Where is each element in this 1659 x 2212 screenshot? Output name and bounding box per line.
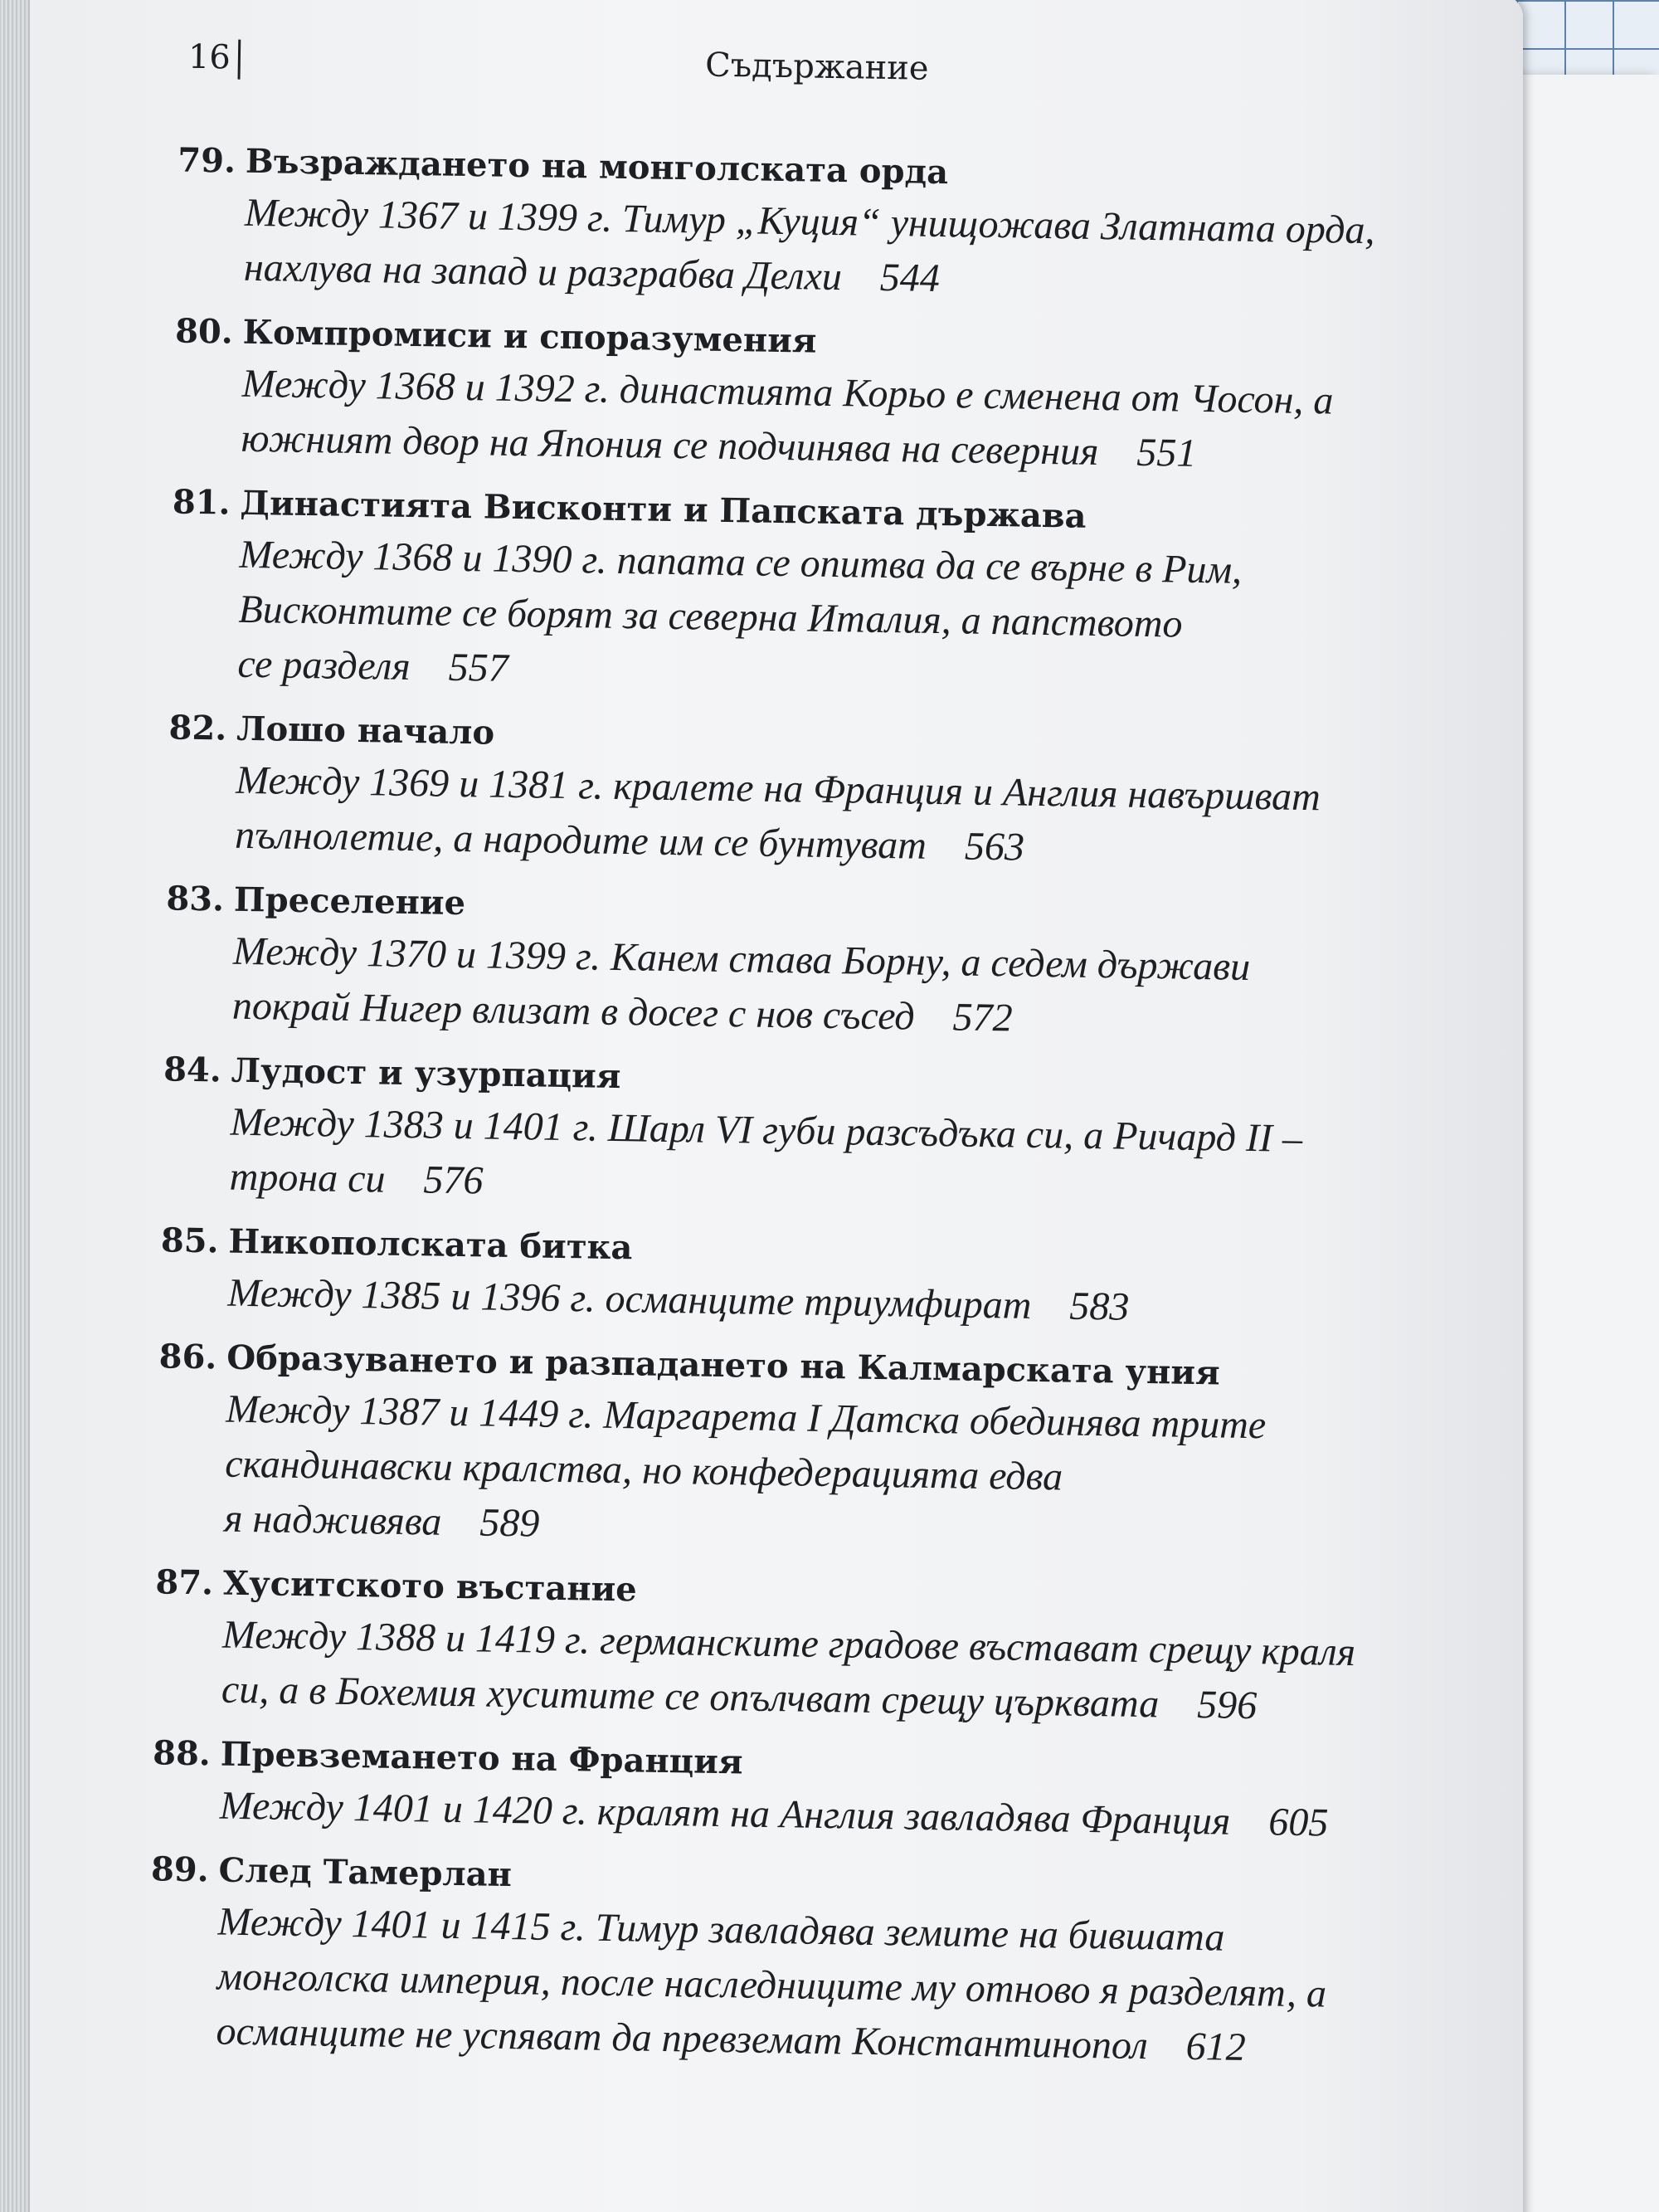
description-text: южният двор на Япония се подчинява на северния <box>241 416 1099 475</box>
chapter-page-number: 576 <box>423 1157 484 1203</box>
chapter-number: 88. <box>152 1733 212 1774</box>
description-text: Между 1385 и 1396 г. османците триумфират <box>227 1270 1032 1328</box>
chapter-title: Хуситското въстание <box>222 1563 638 1610</box>
chapter-title: Никополската битка <box>228 1221 633 1268</box>
description-text: Висконтите се борят за северна Италия, а папството <box>238 587 1183 646</box>
chapter-page-number: 596 <box>1196 1683 1258 1728</box>
description-text: я надживява <box>223 1496 442 1544</box>
chapter-description <box>237 528 1520 712</box>
description-text: Между 1368 и 1392 г. династията Корьо е сменена от Чосон, а <box>241 361 1334 423</box>
toc-entry <box>157 1045 1511 1225</box>
chapter-number: 82. <box>168 708 227 748</box>
toc-entry <box>168 307 1523 486</box>
chapter-number: 86. <box>158 1337 217 1377</box>
chapter-title: Династията Висконти и Папската държава <box>240 483 1087 536</box>
page-number: 16 <box>187 37 231 77</box>
description-text: Между 1383 и 1401 г. Шарл VI губи разсъдъка си, а Ричард II – <box>230 1099 1303 1161</box>
chapter-title: След Тамерлан <box>218 1850 513 1895</box>
chapter-number: 79. <box>178 140 236 181</box>
chapter-number: 87. <box>155 1562 214 1603</box>
description-text: Между 1401 и 1415 г. Тимур завладява земите на бившата <box>217 1899 1225 1960</box>
chapter-description <box>235 753 1516 883</box>
description-text: Между 1401 и 1420 г. кралят на Англия завладява Франция <box>219 1783 1231 1844</box>
chapter-title: Компромиси и споразумения <box>242 312 817 361</box>
chapter-description <box>216 1895 1498 2079</box>
chapter-title: Лошо начало <box>236 709 495 753</box>
chapter-description <box>241 357 1522 486</box>
book-page <box>30 0 1523 2212</box>
chapter-description <box>224 1382 1506 1566</box>
running-head-title: Съдържание <box>704 46 929 88</box>
chapter-title: Образуването и разпадането на Калмарската уния <box>226 1337 1220 1393</box>
toc-entry <box>147 1729 1501 1854</box>
toc-entry <box>152 1333 1507 1566</box>
description-text: Между 1388 и 1419 г. германските градове въстават срещу краля <box>221 1612 1356 1675</box>
description-text: покрай Нигер влизат в досег с нов съсед <box>231 983 916 1039</box>
chapter-number: 84. <box>163 1050 222 1090</box>
chapter-number: 83. <box>166 879 225 919</box>
description-text: монголска империя, после наследниците му отново я разделят, а <box>216 1954 1327 2016</box>
description-text: Между 1369 и 1381 г. кралете на Франция и Англия навършват <box>235 758 1321 820</box>
chapter-page-number: 557 <box>448 645 509 690</box>
chapter-number: 89. <box>150 1849 209 1890</box>
description-text: османците не успяват да превземат Константинопол <box>216 2009 1149 2068</box>
chapter-page-number: 589 <box>479 1500 540 1546</box>
running-head <box>45 32 1539 113</box>
description-text: трона си <box>229 1154 386 1201</box>
chapter-description <box>243 186 1525 315</box>
chapter-title: Лудост и узурпация <box>231 1050 621 1097</box>
table-of-contents <box>144 136 1525 2092</box>
chapter-page-number: 605 <box>1267 1800 1329 1845</box>
chapter-page-number: 572 <box>952 995 1014 1040</box>
chapter-title: Преселение <box>233 879 466 923</box>
description-text: нахлува на запад и разграбва Делхи <box>243 245 843 300</box>
toc-entry <box>155 1216 1509 1341</box>
chapter-page-number: 612 <box>1185 2024 1247 2070</box>
chapter-page-number: 544 <box>879 255 941 300</box>
chapter-page-number: 551 <box>1136 430 1197 475</box>
description-text: си, а в Бохемия хуситите се опълчват срещу църквата <box>221 1667 1160 1727</box>
description-text: Между 1367 и 1399 г. Тимур „Куция“ унищожава Златната орда, <box>244 190 1375 253</box>
chapter-number: 80. <box>174 311 234 352</box>
toc-entry <box>163 704 1517 883</box>
chapter-page-number: 563 <box>964 824 1025 870</box>
chapter-title: Възраждането на монголската орда <box>245 141 949 192</box>
description-text: се разделя <box>237 641 411 689</box>
toc-entry <box>144 1845 1499 2079</box>
toc-entry <box>149 1558 1504 1737</box>
page-content <box>12 0 1540 2212</box>
toc-entry <box>165 478 1520 712</box>
chapter-number: 81. <box>172 482 231 523</box>
chapter-page-number: 583 <box>1068 1284 1130 1329</box>
description-text: Между 1370 и 1399 г. Канем става Борну, а седем държави <box>232 928 1251 989</box>
chapter-description <box>231 924 1513 1054</box>
description-text: пълнолетие, а народите им се бунтуват <box>234 812 927 868</box>
chapter-title: Превземането на Франция <box>220 1734 743 1782</box>
chapter-description <box>229 1095 1511 1225</box>
chapter-number: 85. <box>160 1220 219 1261</box>
chapter-description <box>221 1608 1503 1737</box>
description-text: Между 1368 и 1390 г. папата се опитва да се върне в Рим, <box>239 532 1243 592</box>
description-text: Между 1387 и 1449 г. Маргарета I Датска обединява трите <box>225 1386 1267 1448</box>
toc-entry <box>171 136 1525 315</box>
description-text: скандинавски кралства, но конфедерацията едва <box>224 1441 1063 1499</box>
toc-entry <box>159 875 1514 1054</box>
